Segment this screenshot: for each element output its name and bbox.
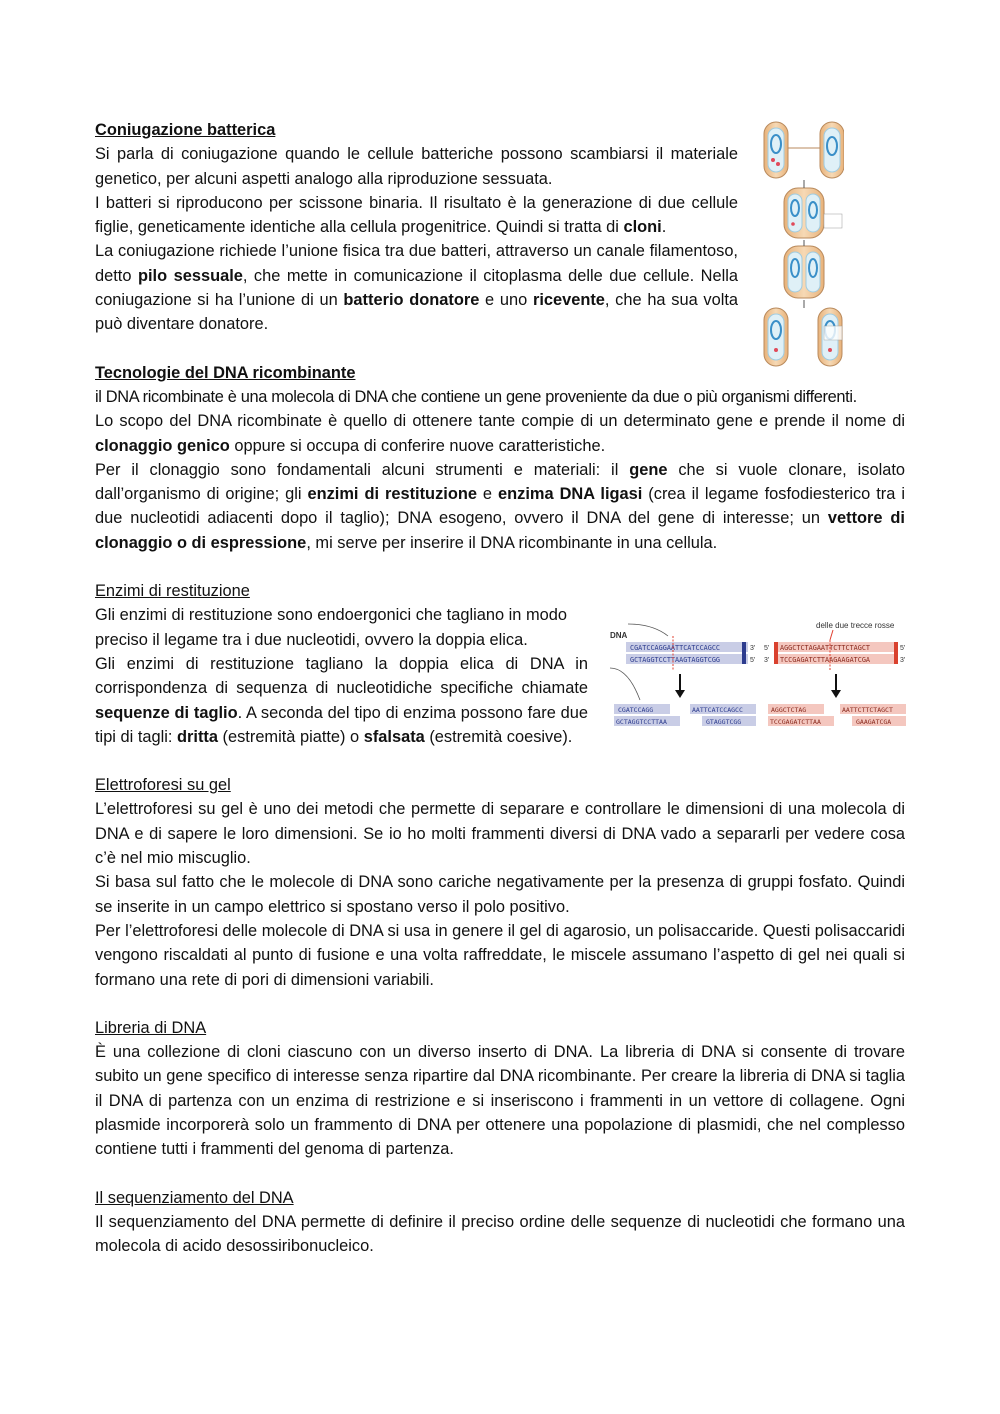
paragraph: Si parla di coniugazione quando le cellule batteriche possono scambiarsi il materiale genetico, per alcuni aspetti analogo alla riproduzione sessuata. xyxy=(95,145,738,188)
restriction-enzyme-diagram xyxy=(608,618,908,742)
paragraph: Per il clonaggio sono fondamentali alcuni strumenti e materiali: il gene che si vuole clonare, isolato dall’organismo di origine; gli enzimi di restituzione e enzima DNA ligasi (crea il legame fosfodiesterico tra i due nucleotidi adiacenti dopo il taglio); DNA esogeno, ovvero il DNA del gene di interesse; un vettore di clonaggio o di espressione, mi serve per inserire il DNA ricombinante in una cellula. xyxy=(95,460,905,552)
svg-text:5': 5' xyxy=(764,645,770,652)
svg-text:TCCGAGATCTTAAGAAGATCGA: TCCGAGATCTTAAGAAGATCGA xyxy=(780,656,871,664)
paragraph: Gli enzimi di restituzione sono endoergonici che tagliano in modo preciso il legame tra i due nucleotidi, ovvero la doppia elica. xyxy=(95,606,567,649)
paragraph: La coniugazione richiede l’unione fisica tra due batteri, attraverso un canale filamentoso, detto pilo sessuale, che mette in comunicazione il citoplasma delle due cellule. Nella coniugazione si ha l’unione di un batterio donatore e uno ricevente, che ha sua volta può diventare donatore. xyxy=(95,242,739,334)
paragraph: I batteri si riproducono per scissone binaria. Il risultato è la generazione di due cellule figlie, geneticamente identiche alla cellula progenitrice. Quindi si tratta di cloni. xyxy=(95,193,738,237)
section-coniugazione xyxy=(95,118,738,337)
paragraph: L’elettroforesi su gel è uno dei metodi che permette di separare e controllare le dimensioni di una molecola di DNA e di sapere le loro dimensioni. Se io ho molti frammenti diversi di DNA vado a separarli per vedere cosa c’è nel mio miscuglio. xyxy=(95,800,905,868)
paragraph: Il sequenziamento del DNA permette di definire il preciso ordine delle sequenze di nucleotidi che formano una molecola di acido desossiribonucleico. xyxy=(95,1212,905,1256)
figure-caption: delle due trecce rosse xyxy=(816,621,895,630)
svg-text:AATTCATCCAGCC: AATTCATCCAGCC xyxy=(692,706,743,714)
svg-text:3': 3' xyxy=(900,657,906,664)
paragraph: Lo scopo del DNA ricombinate è quello di ottenere tante compie di un determinato gene e prende il nome di clonaggio genico oppure si occupa di conferire nuove caratteristiche. xyxy=(95,412,905,455)
section-enzimi xyxy=(95,579,588,749)
heading-libreria: Libreria di DNA xyxy=(95,1018,207,1037)
conjugation-illustration xyxy=(762,118,844,370)
heading-enzimi: Enzimi di restituzione xyxy=(95,582,250,601)
heading-elettroforesi: Elettroforesi su gel xyxy=(95,776,231,795)
heading-tecnologie: Tecnologie del DNA ricombinante xyxy=(95,363,356,382)
svg-text:5': 5' xyxy=(900,645,906,652)
heading-coniugazione: Coniugazione batterica xyxy=(95,121,276,139)
svg-text:3': 3' xyxy=(764,657,770,664)
section-elettroforesi xyxy=(95,773,905,992)
svg-text:5': 5' xyxy=(750,657,756,664)
svg-text:TCCGAGATCTTAA: TCCGAGATCTTAA xyxy=(770,718,821,726)
paragraph: il DNA ricombinate è una molecola di DNA che contiene un gene proveniente da due o più organismi differenti. xyxy=(95,387,857,406)
section-libreria xyxy=(95,1016,905,1162)
svg-text:CGATCCAGG: CGATCCAGG xyxy=(618,706,654,714)
svg-text:3': 3' xyxy=(750,645,756,652)
section-tecnologie xyxy=(95,361,905,555)
paragraph: Si basa sul fatto che le molecole di DNA sono cariche negativamente per la presenza di gruppi fosfato. Quindi se inserite in un campo elettrico si spostano verso il polo positivo. xyxy=(95,873,905,916)
svg-text:AATTCTTCTAGCT: AATTCTTCTAGCT xyxy=(842,706,893,714)
paragraph: Gli enzimi di restituzione tagliano la doppia elica di DNA in corrispondenza di sequenza di nucleotidiche specifiche chiamate sequenze di taglio. A seconda del tipo di enzima possono fare due tipi di tagli: dritta (estremità piatte) o sfalsata (estremità coesive). xyxy=(95,654,588,746)
svg-text:CGATCCAGGAATTCATCCAGCC: CGATCCAGGAATTCATCCAGCC xyxy=(630,644,721,652)
svg-text:GCTAGGTCCTTAA: GCTAGGTCCTTAA xyxy=(616,718,667,726)
svg-text:AGGCTCTAG: AGGCTCTAG xyxy=(771,706,807,714)
svg-text:GTAGGTCGG: GTAGGTCGG xyxy=(706,718,742,726)
section-sequenziamento xyxy=(95,1186,905,1259)
svg-text:GAAGATCGA: GAAGATCGA xyxy=(856,718,892,726)
svg-text:AGGCTCTAGAATTCTTCTAGCT: AGGCTCTAGAATTCTTCTAGCT xyxy=(780,644,871,652)
dna-label: DNA xyxy=(610,631,628,640)
heading-sequenziamento: Il sequenziamento del DNA xyxy=(95,1188,294,1207)
paragraph: Per l’elettroforesi delle molecole di DNA si usa in genere il gel di agarosio, un polisaccaride. Questi polisaccaridi vengono riscaldati al punto di fusione e una volta raffreddate, le miscele assumano l’aspetto di gel nei quali si formano una rete di pori di dimensioni variabili. xyxy=(95,921,905,989)
paragraph: È una collezione di cloni ciascuno con un diverso inserto di DNA. La libreria di DNA si consente di trovare subito un gene specifico di interesse senza ripartire dal DNA ricombinante. Per creare la libreria di DNA si taglia il DNA di partenza con un enzima di restrizione e si inseriscono i frammenti in un vettore di collagene. Ogni plasmide incorporerà solo un frammento di DNA per ottenere una popolazione di plasmidi, che nel complesso contiene tutti i frammenti del genoma di partenza. xyxy=(95,1043,905,1159)
svg-text:GCTAGGTCCTTAAGTAGGTCGG: GCTAGGTCCTTAAGTAGGTCGG xyxy=(630,656,721,664)
